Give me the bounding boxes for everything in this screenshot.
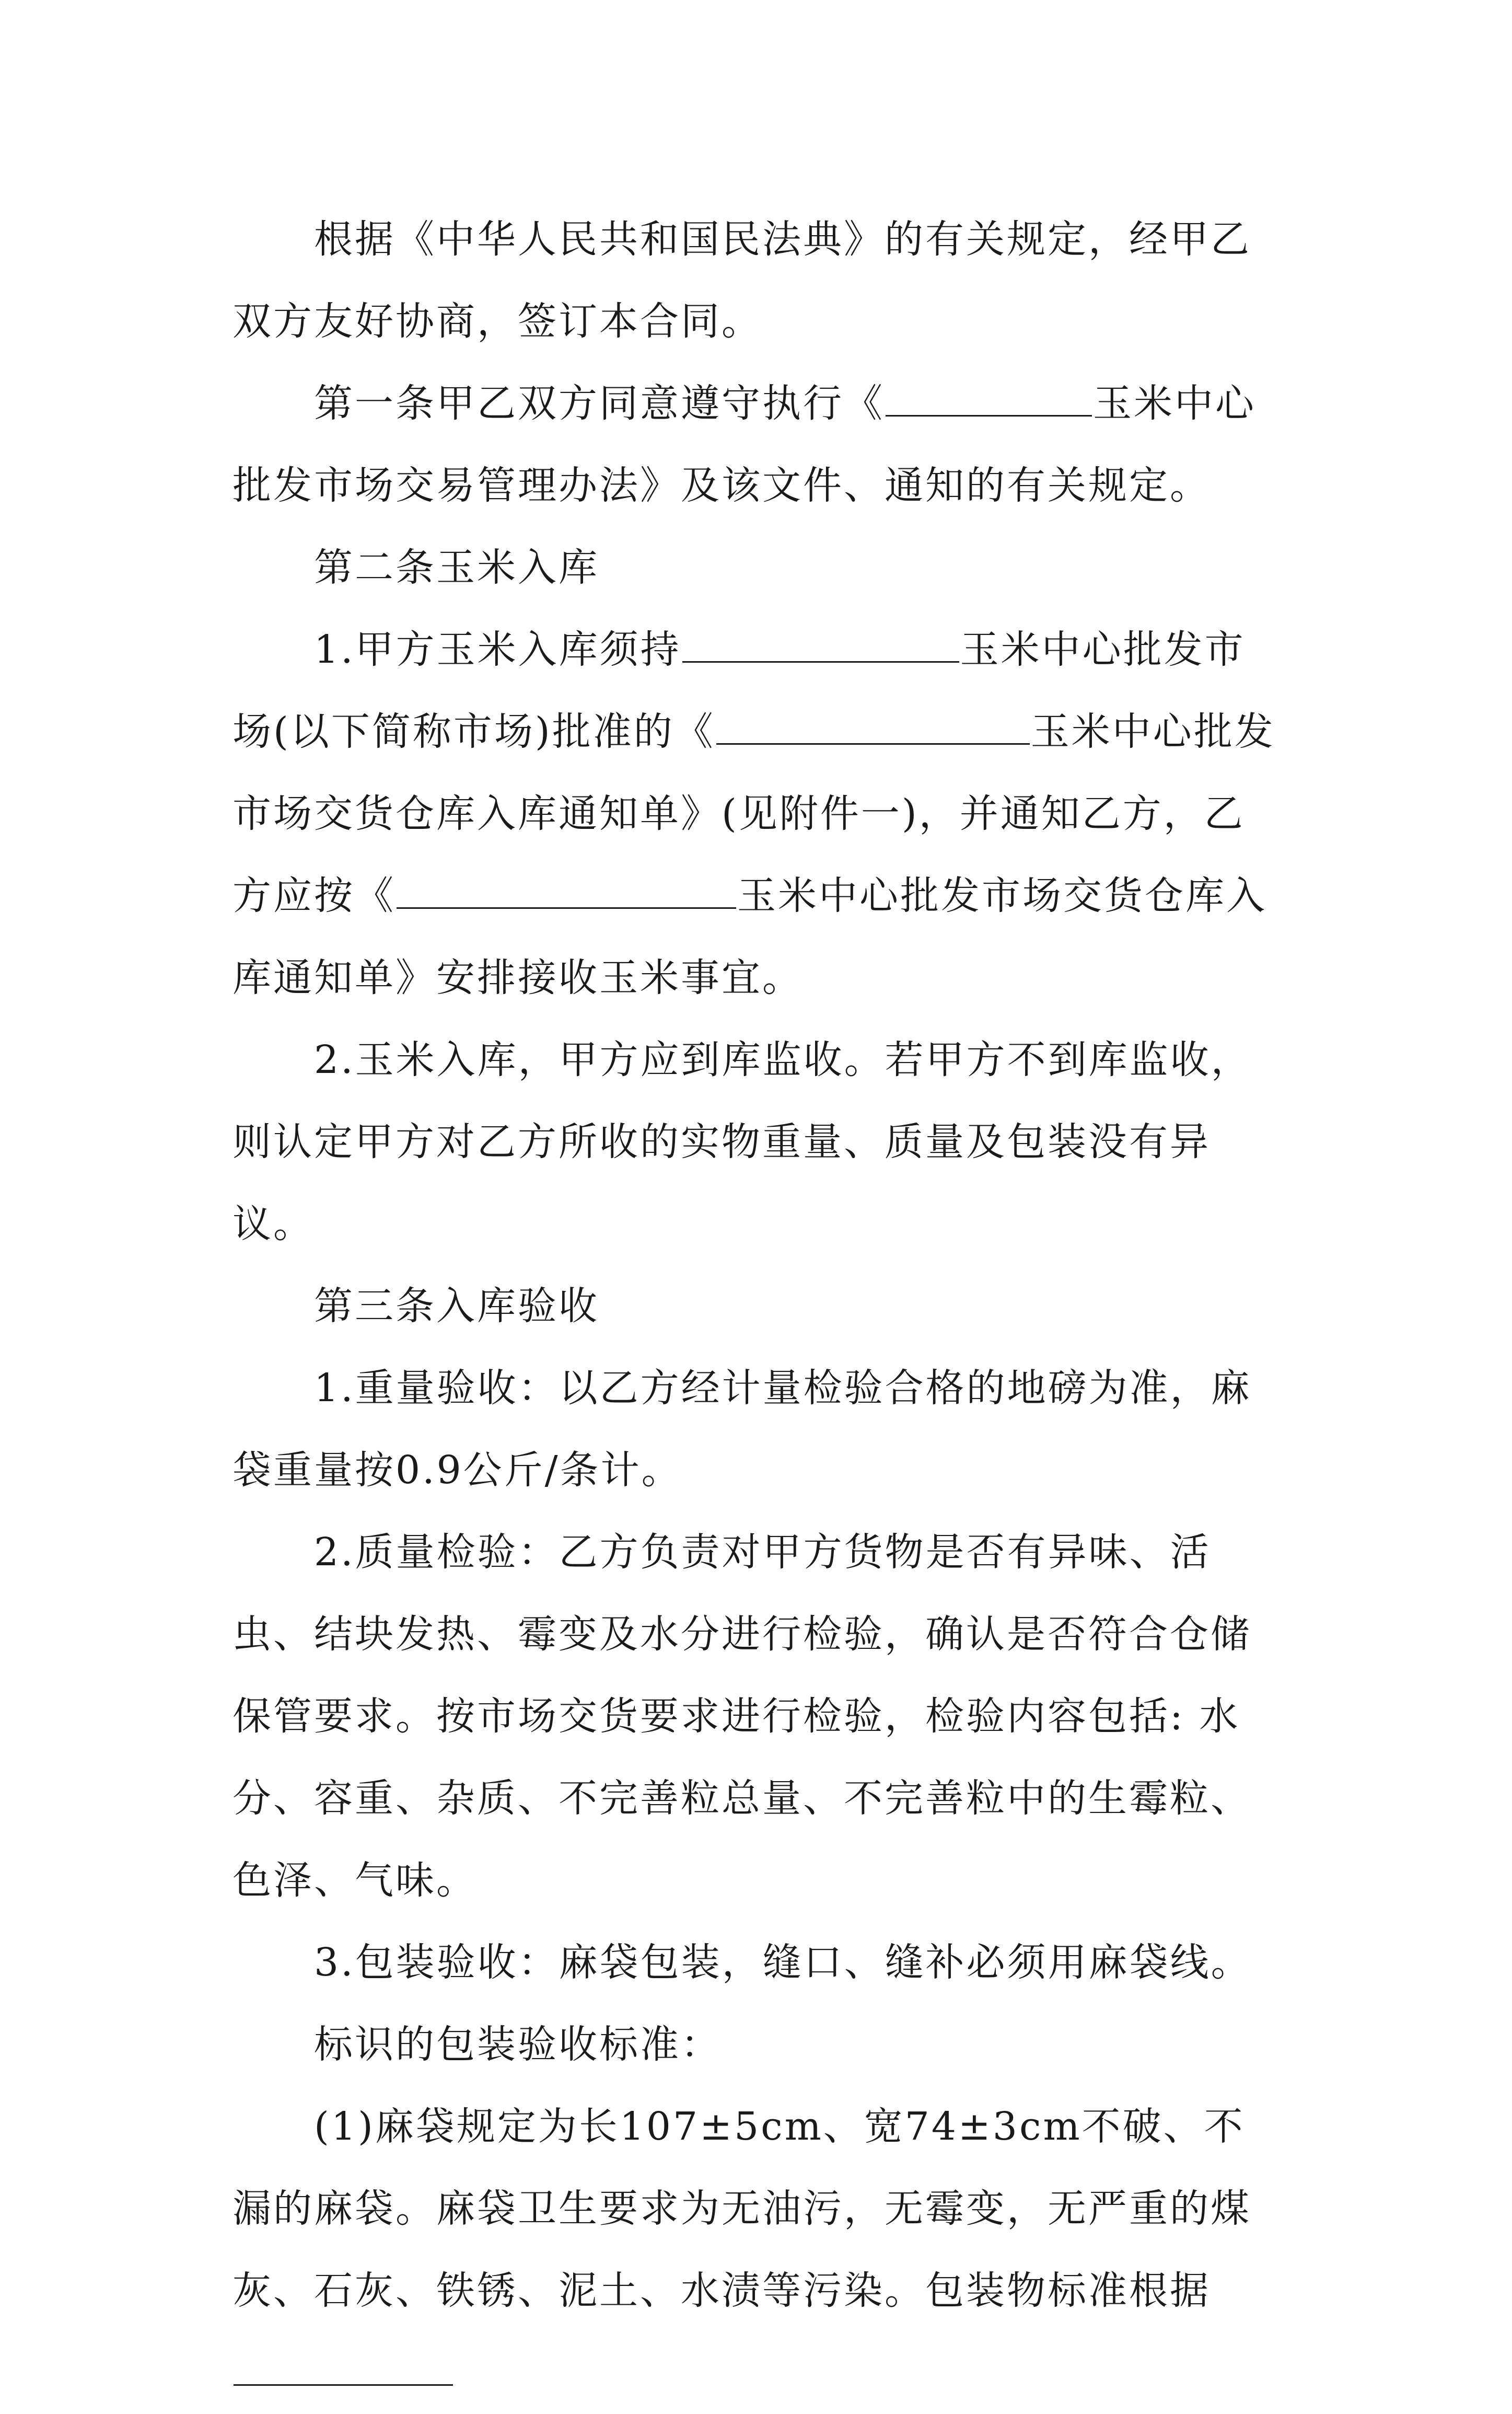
text-segment: 2.玉米入库，甲方应到库监收。若甲方不到库监收，则认定甲方对乙方所收的实物重量、质量及包装没有异议。	[232, 1037, 1252, 1246]
fill-in-blank	[886, 378, 1092, 417]
text-segment: 1.甲方玉米入库须持	[314, 627, 681, 672]
paragraph-article-3-item-2	[232, 1511, 1283, 1922]
paragraph-packaging-standard	[232, 2004, 1283, 2086]
text-segment: 玉米中心批发市场交货仓库入库通知单》安排接收玉米事宜。	[232, 873, 1267, 1000]
text-segment: 2.质量检验：乙方负责对甲方货物是否有异味、活虫、结块发热、霉变及水分进行检验，确认是否符合仓储保管要求。按市场交货要求进行检验，检验内容包括: 水分、容重、杂质、不完善粒总量、不完善粒中的生霉粒、色泽、气味。	[232, 1530, 1251, 1903]
paragraph-article-1	[232, 363, 1283, 527]
fill-in-blank	[716, 707, 1030, 745]
text-segment: 标识的包装验收标准：	[314, 2022, 722, 2067]
text-segment: 玉米中心批发市场交货仓库入库通知单》(见附件一)，并通知乙方，乙方应按《	[232, 709, 1275, 918]
text-segment: 第二条玉米入库	[314, 545, 599, 590]
paragraph-article-2-item-2	[232, 1019, 1283, 1265]
fill-in-blank	[682, 625, 959, 663]
paragraph-packaging-item-1	[232, 2086, 1283, 2414]
text-segment: 玉米中心批发市场交易管理办法》及该文件、通知的有关规定。	[232, 381, 1256, 508]
paragraph-article-2-item-1	[232, 609, 1283, 1019]
heading-article-2	[232, 527, 1283, 609]
paragraph-preamble	[232, 199, 1283, 363]
heading-article-3	[232, 1265, 1283, 1347]
paragraph-article-3-item-3	[232, 1922, 1283, 2004]
text-segment: (1)麻袋规定为长107±5cm、宽74±3cm不破、不漏的麻袋。麻袋卫生要求为无油污，无霉变，无严重的煤灰、石灰、铁锈、泥土、水渍等污染。包装物标准根据	[232, 2104, 1251, 2313]
text-segment: 1.重量验收：以乙方经计量检验合格的地磅为准，麻袋重量按0.9公斤/条计。	[232, 1366, 1252, 1493]
text-segment: 3.包装验收：麻袋包装，缝口、缝补必须用麻袋线。	[314, 1940, 1252, 1985]
text-segment: 玉米中心批发市场(以下简称市场)批准的《	[232, 627, 1246, 754]
text-segment: 第一条甲乙双方同意遵守执行《	[314, 381, 885, 426]
text-segment: 第三条入库验收	[314, 1284, 599, 1329]
paragraph-article-3-item-1	[232, 1347, 1283, 1511]
fill-in-blank	[397, 871, 736, 909]
text-segment: 根据《中华人民共和国民法典》的有关规定，经甲乙双方友好协商，签订本合同。	[232, 217, 1251, 344]
fill-in-blank	[234, 2348, 453, 2386]
document-body	[232, 199, 1283, 2414]
